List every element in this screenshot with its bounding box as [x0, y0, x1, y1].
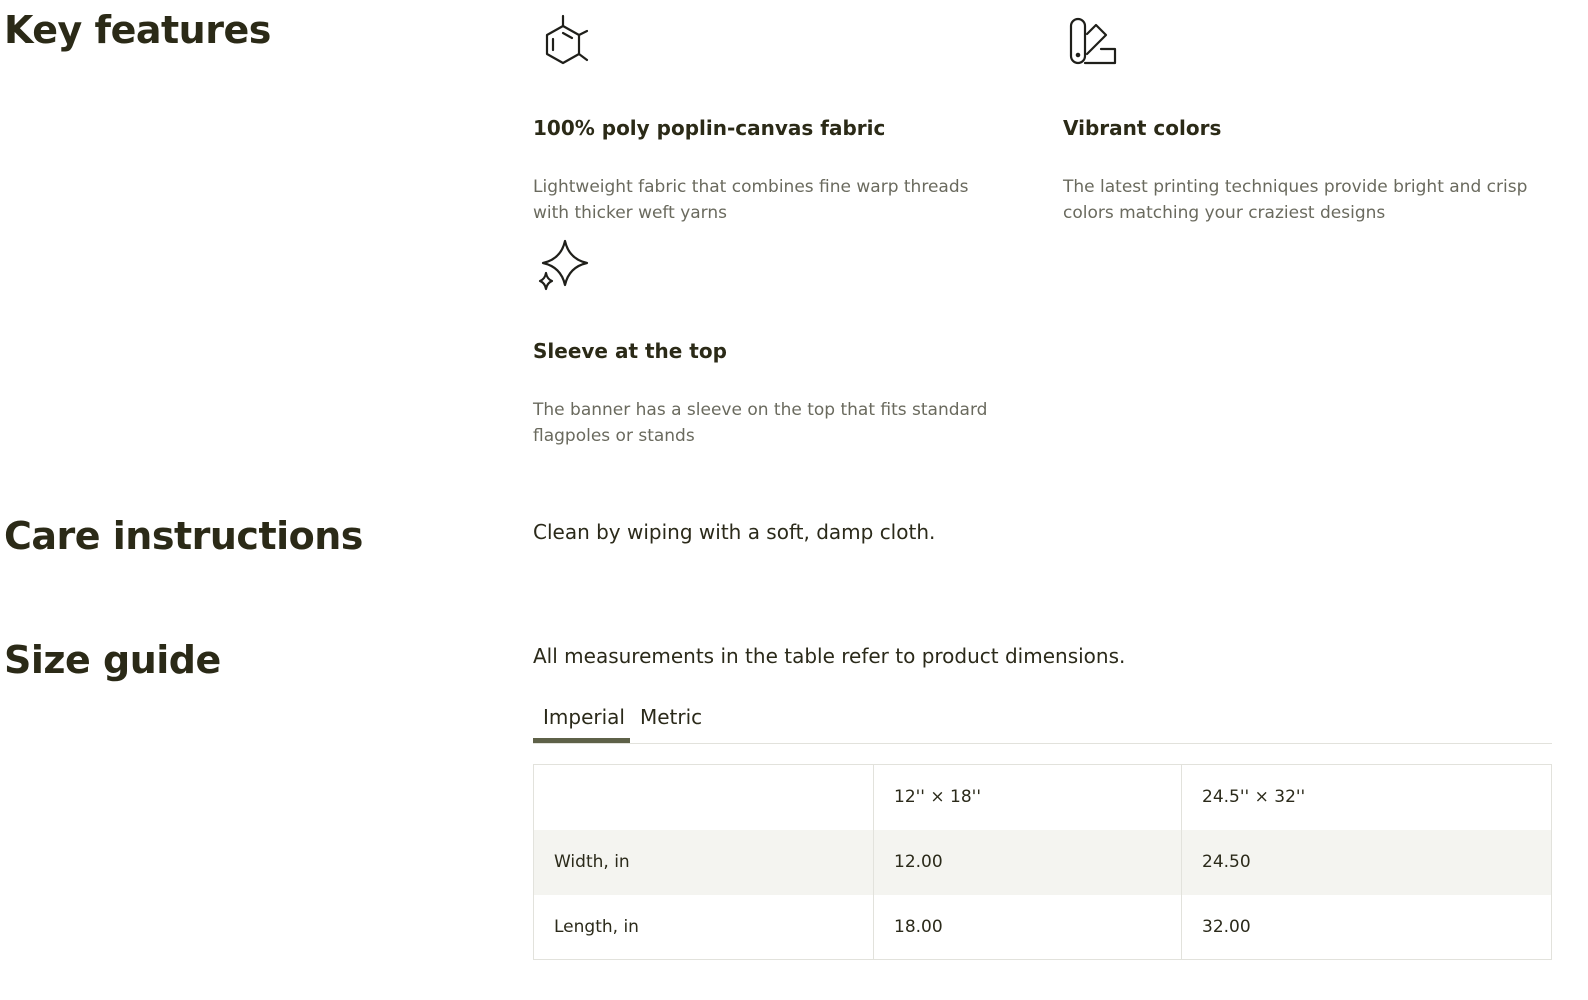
hexagon-molecule-icon — [533, 12, 593, 72]
table-cell: 24.50 — [1182, 830, 1552, 895]
table-header-cell — [534, 765, 874, 830]
unit-tabs — [533, 700, 1552, 744]
feature-title: Vibrant colors — [1063, 116, 1222, 140]
feature-title: 100% poly poplin-canvas fabric — [533, 116, 886, 140]
tab-metric[interactable]: Metric — [640, 705, 703, 729]
size-guide-intro: All measurements in the table refer to product dimensions. — [533, 644, 1126, 668]
feature-description: The latest printing techniques provide bright and crisp colors matching your craziest designs — [1063, 177, 1528, 223]
feature-fabric — [533, 12, 1013, 223]
table-header-cell: 24.5'' × 32'' — [1182, 765, 1552, 830]
color-swatch-icon — [1063, 12, 1123, 72]
table-cell: Width, in — [534, 830, 874, 895]
table-header-cell: 12'' × 18'' — [874, 765, 1182, 830]
sparkle-icon — [533, 235, 593, 295]
feature-description: The banner has a sleeve on the top that fits standard flagpoles or stands — [533, 400, 988, 446]
table-cell: Length, in — [534, 895, 874, 960]
feature-description: Lightweight fabric that combines fine warp threads with thicker weft yarns — [533, 177, 969, 223]
key-features-title: Key features — [4, 8, 271, 52]
feature-title: Sleeve at the top — [533, 339, 727, 363]
table-cell: 12.00 — [874, 830, 1182, 895]
table-row — [534, 830, 1552, 895]
feature-sleeve — [533, 235, 1013, 446]
table-header-row — [534, 765, 1552, 830]
size-guide-title: Size guide — [4, 638, 221, 682]
tab-imperial[interactable]: Imperial — [533, 700, 630, 743]
table-cell: 32.00 — [1182, 895, 1552, 960]
care-instructions-text: Clean by wiping with a soft, damp cloth. — [533, 520, 936, 544]
size-table — [533, 764, 1552, 960]
table-row — [534, 895, 1552, 960]
care-instructions-title: Care instructions — [4, 514, 363, 558]
feature-colors — [1063, 12, 1543, 223]
table-cell: 18.00 — [874, 895, 1182, 960]
